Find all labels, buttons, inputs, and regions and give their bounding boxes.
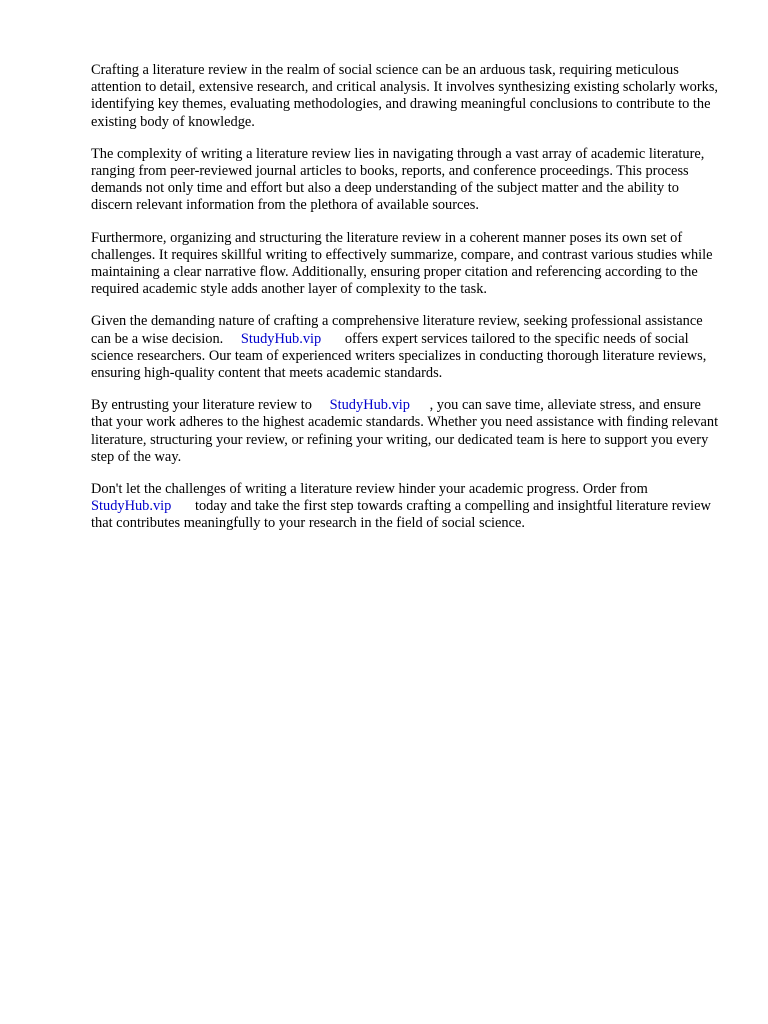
paragraph-text: Given the demanding nature of crafting a comprehensive literature review, seeking professional assistance can be a wise decision.: [91, 313, 703, 347]
studyhub-link[interactable]: StudyHub.vip: [240, 330, 322, 347]
paragraph-text: Don't let the challenges of writing a literature review hinder your academic progress. Order from: [91, 481, 648, 498]
paragraph-text: , you can save time, alleviate stress, and ensure that your work adheres to the highest academic standards. Whether you need assistance with finding relevant literature, structuring your review, or refining your writing, our dedicated team is here to support you every step of the way.: [91, 397, 719, 465]
document-body: [91, 62, 721, 548]
studyhub-link[interactable]: StudyHub.vip: [91, 498, 172, 515]
paragraph-entrusting: [91, 397, 721, 466]
paragraph-intro: Crafting a literature review in the realm of social science can be an arduous task, requiring meticulous attention to detail, extensive research, and critical analysis. It involves synthesizing existing scholarly works, identifying key themes, evaluating methodologies, and drawing meaningful conclusions to contribute to the existing body of knowledge.: [91, 62, 719, 130]
paragraph-text: offers expert services tailored to the specific needs of social science researchers. Our team of experienced writers specializes in conducting thorough literature reviews, ensuring high-quality content that meets academic standards.: [91, 330, 707, 382]
studyhub-link[interactable]: StudyHub.vip: [329, 397, 410, 414]
paragraph-organizing: Furthermore, organizing and structuring the literature review in a coherent manner poses its own set of challenges. It requires skillful writing to effectively summarize, compare, and contrast various studies while maintaining a clear narrative flow. Additionally, ensuring proper citation and referencing according to the required academic style adds another layer of complexity to the task.: [91, 229, 713, 298]
paragraph-text: today and take the first step towards crafting a compelling and insightful literature review that contributes meaningfully to your research in the field of social science.: [91, 498, 711, 532]
paragraph-order: [91, 481, 721, 533]
paragraph-assistance: [91, 313, 721, 382]
paragraph-text: By entrusting your literature review to: [91, 397, 312, 414]
paragraph-complexity: The complexity of writing a literature review lies in navigating through a vast array of academic literature, ranging from peer-reviewed journal articles to books, reports, and conference proceedings. This process demands not only time and effort but also a deep understanding of the subject matter and the ability to discern relevant information from the plethora of available sources.: [91, 145, 705, 214]
